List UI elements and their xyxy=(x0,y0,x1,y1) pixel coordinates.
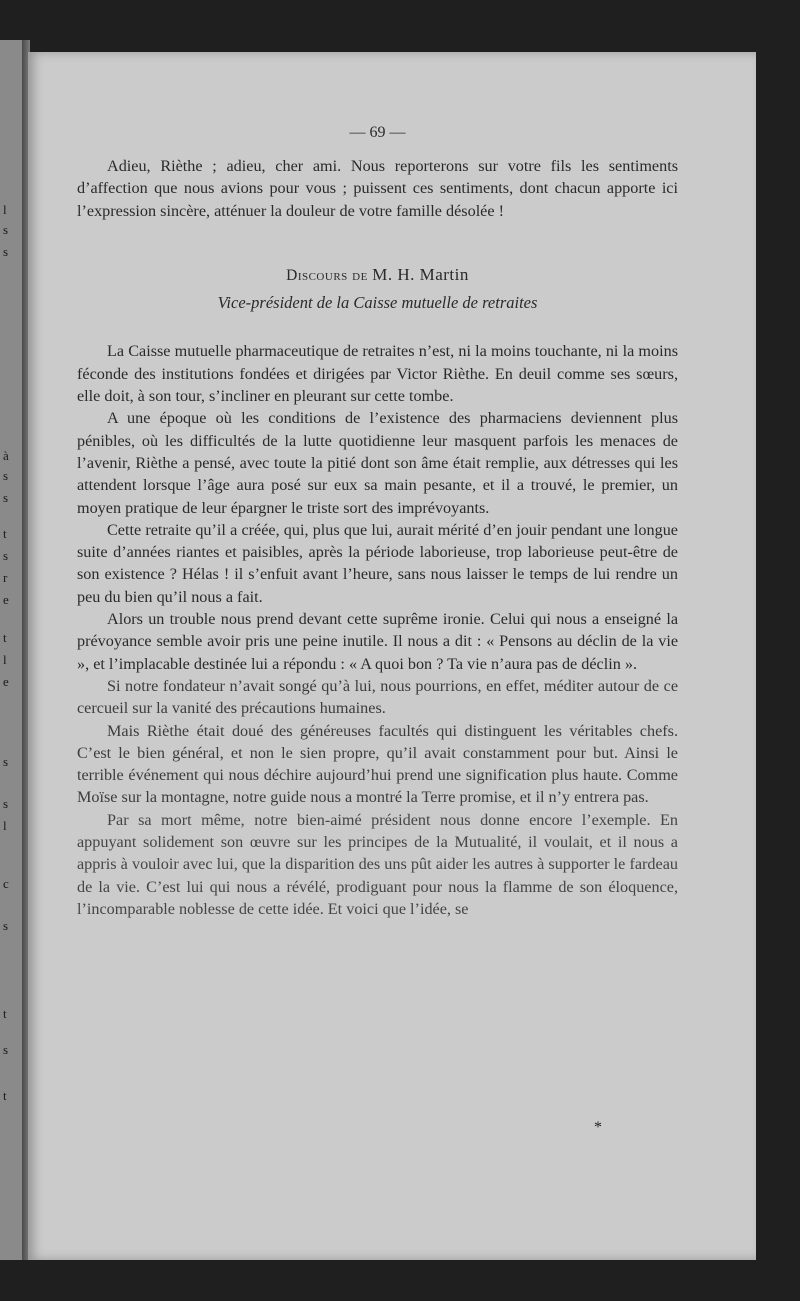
margin-letter: s xyxy=(3,468,9,483)
margin-letter: s xyxy=(3,754,9,769)
body-paragraph: Si notre fondateur n’avait songé qu’à lui, nous pourrions, en effet, méditer autour de ce cercueil sur la vanité des précautions humaines. xyxy=(77,676,678,718)
opening-paragraph: Adieu, Rièthe ; adieu, cher ami. Nous reporterons sur votre fils les sentiments d’affection que nous avions pour vous ; puissent ces sentiments, dont chacun apporte ici l’expression sincère, atténuer la douleur de votre famille désolée ! xyxy=(77,157,678,220)
speech-heading xyxy=(77,264,678,287)
margin-letter: à xyxy=(3,448,9,463)
margin-letter: e xyxy=(3,592,9,607)
body-paragraph: Mais Rièthe était doué des généreuses facultés qui distinguent les véritables chefs. C’est le bien général, et non le sien propre, qu’il avait constamment pour but. Ainsi le terrible événement qui nous déchire aujourd’hui prend une signification plus haute. Comme Moïse sur la montagne, notre guide nous a montré la Terre promise, et il n’y entrera pas. xyxy=(77,721,678,807)
margin-letter: l xyxy=(3,202,7,217)
speaker-title: Vice-président de la Caisse mutuelle de retraites xyxy=(217,293,538,313)
margin-letter: s xyxy=(3,222,9,237)
body-paragraph: Alors un trouble nous prend devant cette suprême ironie. Celui qui nous a enseigné la prévoyance semble avoir pris une peine inutile. Il nous a dit : « Pensons au déclin de la vie », et l’implacable destinée lui a répondu : « A quoi bon ? Ta vie n’aura pas de déclin ». xyxy=(77,610,678,673)
speech-heading-prefix: Discours de xyxy=(286,266,368,284)
speaker-name: M. H. Martin xyxy=(372,264,469,284)
margin-letter: s xyxy=(3,490,9,505)
page-content xyxy=(77,128,678,920)
margin-letter: t xyxy=(3,630,7,645)
facing-page-margin-letters xyxy=(0,40,24,1260)
margin-letter: c xyxy=(3,876,9,891)
body-paragraph: A une époque où les conditions de l’existence des pharmaciens deviennent plus pénibles, où les difficultés de la lutte quotidienne leur masquent parfois les menaces de l’avenir, Rièthe a pensé, avec toute la pitié dont son âme était remplie, aux détresses qui les attendent lorsque l’âge aura posé sur eux sa main pesante, et il a trouvé, le premier, un moyen pratique de leur épargner le triste sort des imprévoyants. xyxy=(77,409,678,517)
margin-letter: t xyxy=(3,1006,7,1021)
margin-letter: s xyxy=(3,918,9,933)
page-number: — 69 — xyxy=(349,124,406,141)
margin-letter: e xyxy=(3,674,9,689)
book-page xyxy=(28,52,756,1260)
margin-letter: l xyxy=(3,652,7,667)
margin-letter: l xyxy=(3,818,7,833)
body-paragraph: Par sa mort même, notre bien-aimé président nous donne encore l’exemple. En appuyant solidement son œuvre sur les principes de la Mutualité, il voulait, et il nous a appris à vouloir avec lui, que la disparition des uns pût aider les autres à supporter le fardeau de la vie. C’est lui qui nous a révélé, prodiguant pour nous la flamme de son éloquence, l’incomparable noblesse de cette idée. Et voici que l’idée, se xyxy=(77,810,678,918)
footer-asterisk: * xyxy=(594,1119,602,1136)
body-paragraph: Cette retraite qu’il a créée, qui, plus que lui, aurait mérité d’en jouir pendant une longue suite d’années riantes et paisibles, après la période laborieuse, trop laborieuse peut-être de son existence ? Hélas ! il s’enfuit avant l’heure, sans nous laisser le temps de lui rendre un peu du bien qu’il nous a fait. xyxy=(77,520,678,606)
margin-letter: s xyxy=(3,244,9,259)
margin-letter: s xyxy=(3,1042,9,1057)
margin-letter: t xyxy=(3,1088,7,1103)
facing-page-edge xyxy=(0,40,24,1260)
body-paragraph: La Caisse mutuelle pharmaceutique de retraites n’est, ni la moins touchante, ni la moins féconde des institutions fondées et dirigées par Victor Rièthe. En deuil comme ses sœurs, elle doit, à son tour, s’incliner en pleurant sur cette tombe. xyxy=(77,342,678,406)
margin-letter: r xyxy=(3,570,8,585)
margin-letter: s xyxy=(3,796,9,811)
margin-letter: s xyxy=(3,548,9,563)
margin-letter: t xyxy=(3,526,7,541)
